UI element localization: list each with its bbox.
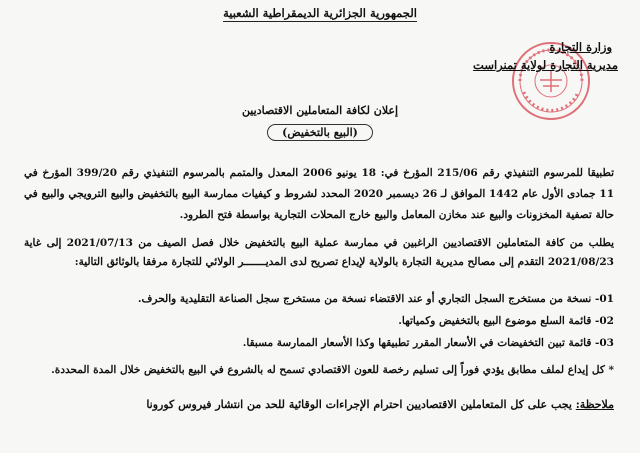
required-documents-list [24, 288, 614, 354]
republic-header [0, 6, 640, 20]
remark-text: يجب على كل المتعاملين الاقتصاديين احترام الإجراءات الوقائية للحد من انتشار فيروس كورونا [146, 398, 576, 411]
announcement-subtitle [0, 124, 640, 141]
list-item: 02- قائمة السلع موضوع البيع بالتخفيض وكمياتها. [398, 315, 614, 327]
announcement-title: إعلان لكافة المتعاملين الاقتصاديين [241, 104, 399, 117]
intro-paragraph: تطبيقا للمرسوم التنفيذي رقم 215/06 المؤرخ في: 18 يونيو 2006 المعدل والمتمم بالمرسوم التنفيذي رقم 399/20 المؤرخ في 11 جمادى الأول عام 1442 الموافق لـ 26 ديسمبر 2020 المحدد لشروط و كيفيات ممارسة البيع بالتخفيض والبيع الترويجي والبيع في حالة تصفية المخزونات والبيع عند مخازن المعامل والبيع خارج المحلات التجارية بواسطة فتح الطرود. [24, 167, 615, 221]
announcement-subtitle-text: (البيع بالتخفيض) [267, 124, 373, 141]
remark-label: ملاحظة: [575, 398, 614, 411]
ministry-block [473, 38, 618, 74]
directorate-name: مديرية التجارة لولاية تمنراست [473, 58, 618, 72]
remark [24, 398, 614, 411]
ministry-name: وزارة التجارة [549, 40, 612, 54]
republic-name: الجمهورية الجزائرية الديمقراطية الشعبية [223, 6, 417, 20]
list-item: 03- قائمة تبين التخفيضات في الأسعار المقرر تطبيقها وكذا الأسعار الممارسة مسبقا. [242, 337, 614, 349]
list-item: 01- نسخة من مستخرج السجل التجاري أو عند الاقتضاء نسخة من مستخرج سجل الصناعة التقليدية والحرف. [137, 293, 614, 305]
deposit-note: * كل إيداع لملف مطابق يؤدي فوراً إلى تسليم رخصة للعون الاقتصادي تسمح له بالشروع في البيع بالتخفيض خلال المدة المحددة. [51, 364, 614, 376]
request-paragraph: يطلب من كافة المتعاملين الاقتصاديين الراغبين في ممارسة عملية البيع بالتخفيض خلال فصل الصيف من 2021/07/13 إلى غاية 2021/08/23 التقدم إلى مصالح مديرية التجارة بالولاية لإيداع تصريح لدى المديـــــــر الولائي للتجارة مرفقا بالوثائق التالية: [24, 237, 614, 268]
